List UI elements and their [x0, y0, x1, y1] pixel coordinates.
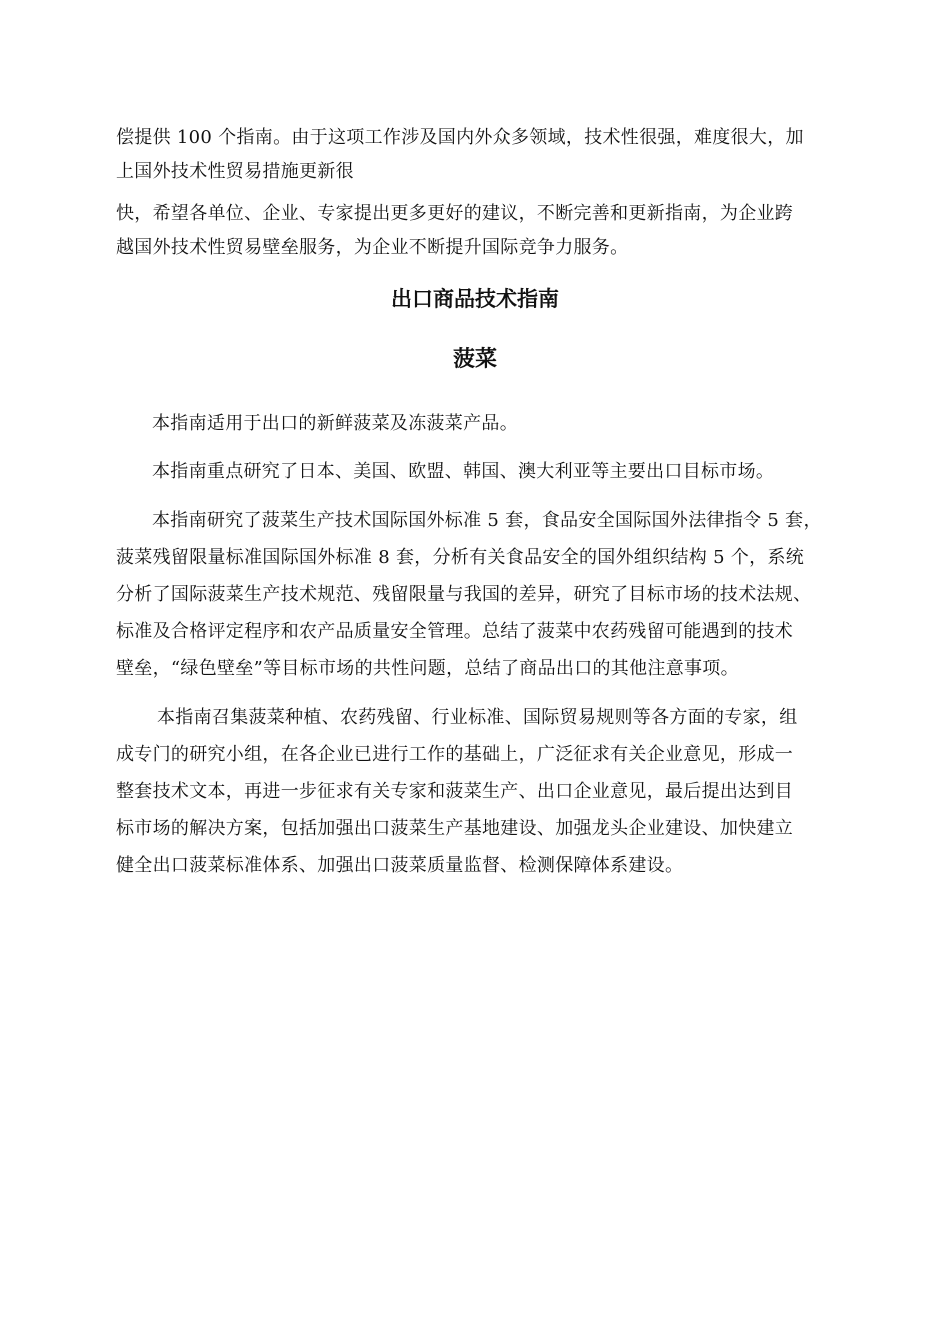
research-paragraph-line: 菠菜残留限量标准国际国外标准 8 套，分析有关食品安全的国外组织结构 5 个，系统 — [116, 547, 805, 568]
method-paragraph-line: 整套技术文本，再进一步征求有关专家和菠菜生产、出口企业意见，最后提出达到目 — [116, 781, 794, 802]
intro-line: 上国外技术性贸易措施更新很 — [116, 161, 354, 182]
method-paragraph-line: 成专门的研究小组，在各企业已进行工作的基础上，广泛征求有关企业意见，形成一 — [116, 744, 794, 765]
method-paragraph-line: 标市场的解决方案，包括加强出口菠菜生产基地建设、加强龙头企业建设、加快建立 — [116, 818, 794, 839]
document-subtitle: 菠菜 — [452, 347, 497, 372]
research-paragraph-line: 分析了国际菠菜生产技术规范、残留限量与我国的差异，研究了目标市场的技术法规、 — [116, 584, 812, 605]
method-paragraph-line: 本指南召集菠菜种植、农药残留、行业标准、国际贸易规则等各方面的专家，组 — [157, 707, 798, 728]
intro-line: 偿提供 100 个指南。由于这项工作涉及国内外众多领域，技术性很强，难度很大，加 — [116, 127, 804, 148]
markets-paragraph: 本指南重点研究了日本、美国、欧盟、韩国、澳大利亚等主要出口目标市场。 — [152, 461, 775, 482]
document-title: 出口商品技术指南 — [391, 287, 559, 311]
method-paragraph-line: 健全出口菠菜标准体系、加强出口菠菜质量监督、检测保障体系建设。 — [116, 855, 684, 876]
intro-line: 越国外技术性贸易壁垒服务，为企业不断提升国际竞争力服务。 — [116, 237, 629, 258]
research-paragraph-line: 标准及合格评定程序和农产品质量安全管理。总结了菠菜中农药残留可能遇到的技术 — [116, 621, 794, 642]
research-paragraph-line: 本指南研究了菠菜生产技术国际国外标准 5 套，食品安全国际国外法律指令 5 套， — [152, 510, 822, 531]
research-paragraph-line: 壁垒，“绿色壁垒”等目标市场的共性问题，总结了商品出口的其他注意事项。 — [116, 658, 739, 679]
scope-paragraph: 本指南适用于出口的新鲜菠菜及冻菠菜产品。 — [152, 413, 518, 434]
intro-line: 快，希望各单位、企业、专家提出更多更好的建议，不断完善和更新指南，为企业跨 — [116, 203, 794, 224]
